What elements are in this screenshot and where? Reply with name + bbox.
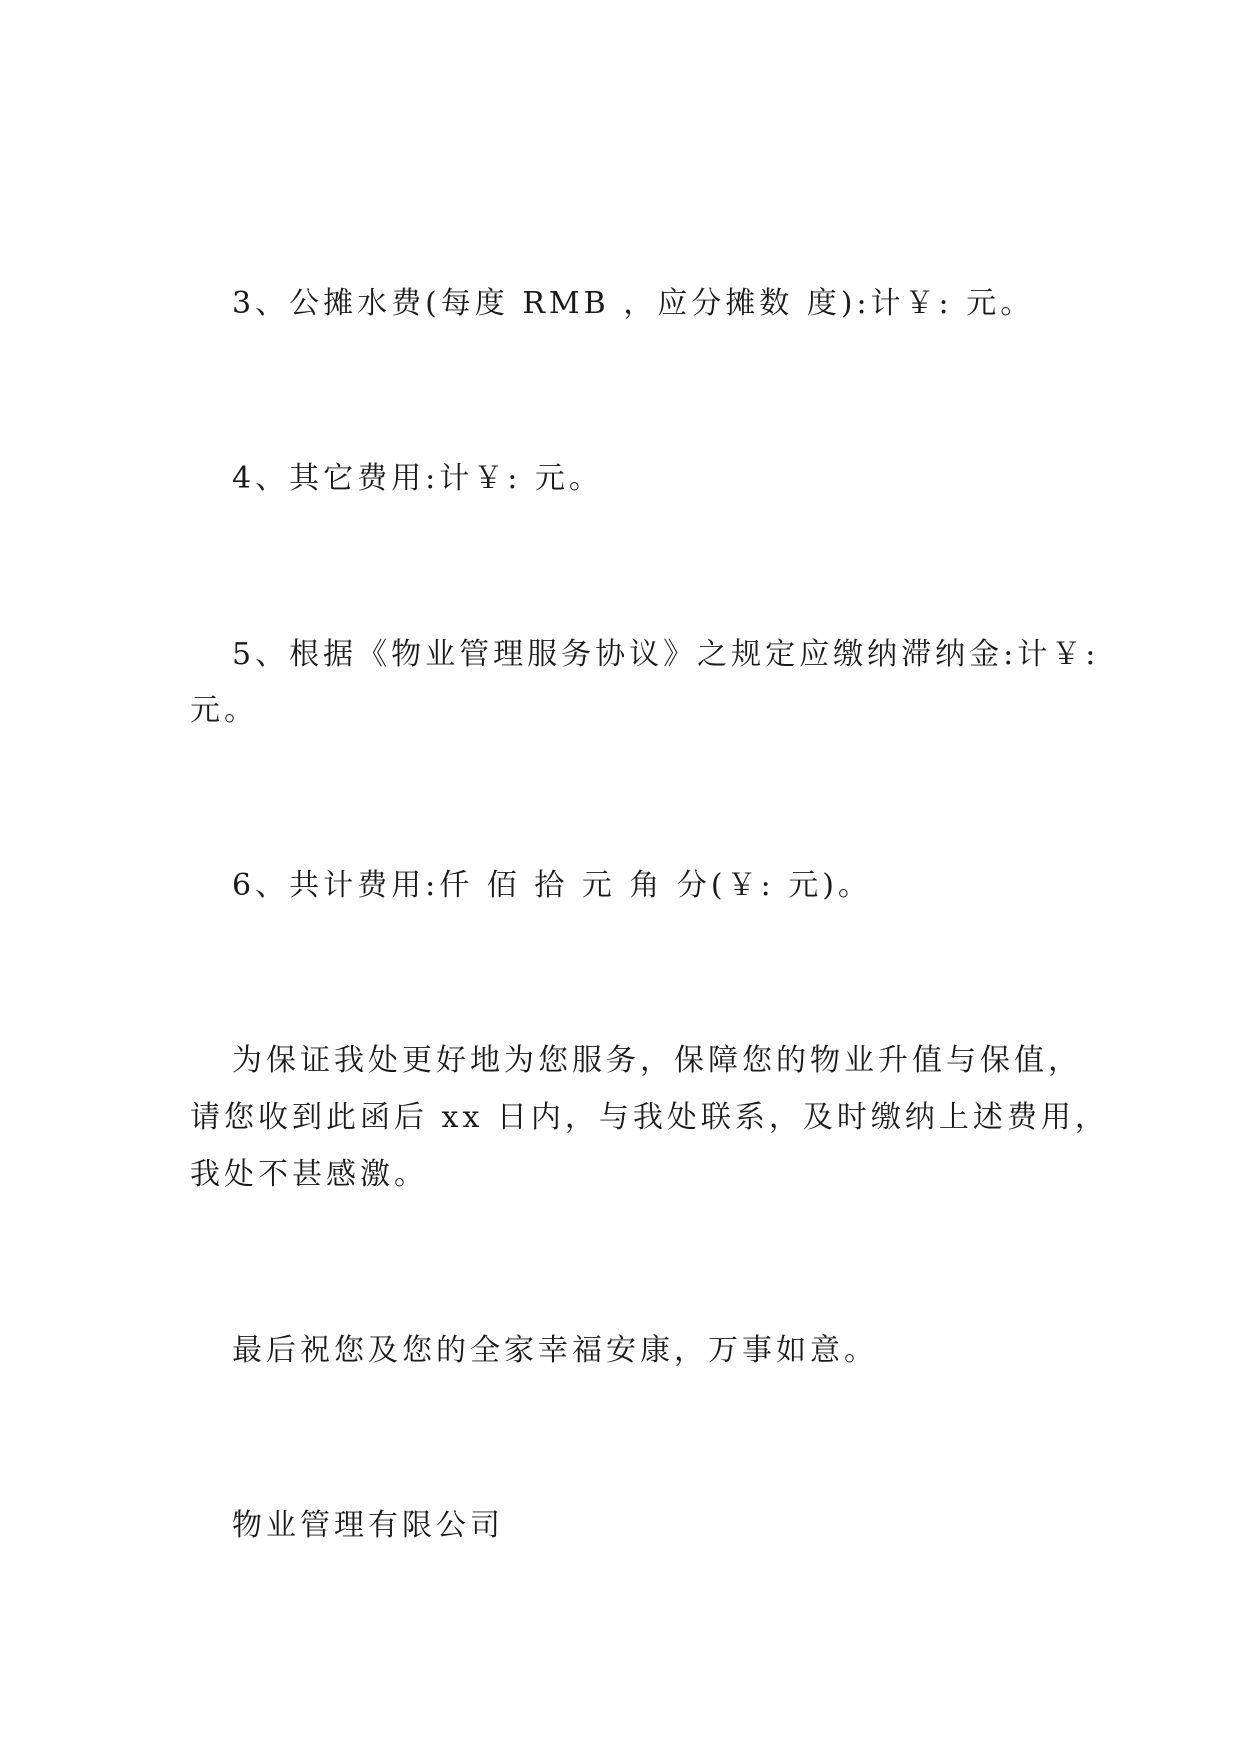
fee-item-6-total: 6、共计费用:仟 佰 拾 元 角 分(￥: 元)。 [232, 868, 872, 903]
company-signature: 物业管理有限公司 [232, 1508, 504, 1543]
request-paragraph-line-3: 我处不甚感激。 [190, 1157, 428, 1192]
fee-item-5-continued: 元。 [190, 693, 258, 728]
request-paragraph-line-1: 为保证我处更好地为您服务，保障您的物业升值与保值， [232, 1043, 1082, 1078]
fee-item-4: 4、其它费用:计￥: 元。 [232, 461, 603, 496]
request-paragraph-line-2: 请您收到此函后 xx 日内，与我处联系，及时缴纳上述费用， [190, 1100, 1109, 1135]
closing-wishes: 最后祝您及您的全家幸福安康，万事如意。 [232, 1333, 878, 1368]
fee-item-3: 3、公摊水费(每度 RMB ，应分摊数 度):计￥: 元。 [232, 286, 1035, 321]
fee-item-5: 5、根据《物业管理服务协议》之规定应缴纳滞纳金:计￥: [232, 637, 1100, 672]
